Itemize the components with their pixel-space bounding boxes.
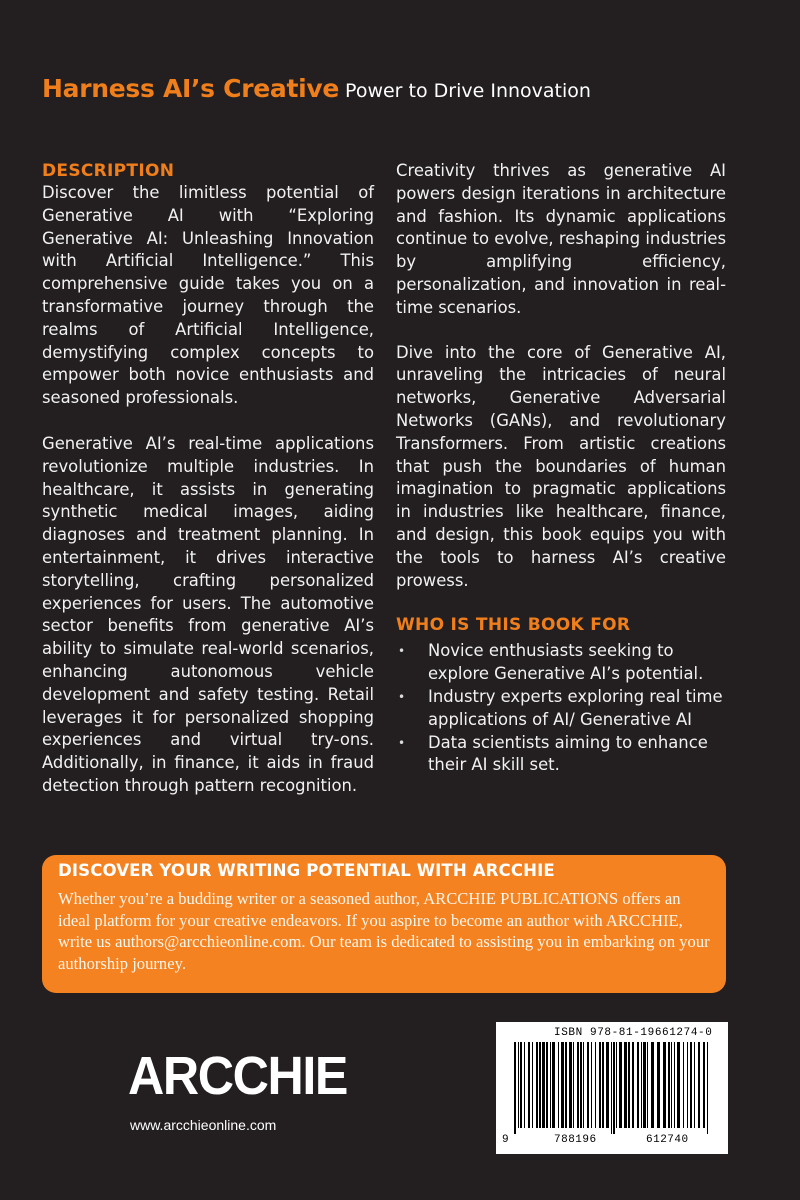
barcode-bar [514,1042,516,1134]
barcode-bar [532,1042,533,1128]
barcode-digits-left: 788196 [554,1134,597,1146]
barcode-bar [518,1042,519,1128]
audience-item-text: Data scientists aiming to enhance their AI skill set. [428,732,708,775]
barcode-bar [561,1042,564,1128]
promo-title: DISCOVER YOUR WRITING POTENTIAL WITH ARCCHIE [58,861,555,880]
barcode-bar [687,1042,688,1128]
audience-item-text: Industry experts exploring real time applications of AI/ Generative AI [428,686,723,729]
audience-heading: WHO IS THIS BOOK FOR [396,615,631,636]
promo-banner [42,855,726,993]
barcode-bar [619,1042,622,1128]
barcode-bar [624,1042,627,1128]
barcode-bar [591,1042,592,1128]
publisher-logo: ARCCHIE [128,1046,348,1106]
barcode-digit-first: 9 [502,1134,510,1146]
barcode-bar [542,1042,545,1128]
bullet-icon: • [398,644,406,659]
barcode-bar [613,1042,615,1134]
barcode-bar [599,1042,601,1128]
list-item [396,686,726,732]
description-heading: DESCRIPTION [42,161,175,181]
barcode-bar [611,1042,612,1134]
barcode-bar [528,1042,530,1128]
barcode-bar [628,1042,630,1128]
barcode-bar [536,1042,538,1128]
barcode-bar [663,1042,666,1128]
barcode-bar [580,1042,582,1128]
barcode-bar [577,1042,579,1128]
barcode-bar [602,1042,604,1128]
description-paragraph-4: Dive into the core of Generative AI, unraveling the intricacies of neural networks, Generative Adversarial Networks (GANs), and revolutionary Transformers. From artistic creations that push the boundaries of human imagination to pragmatic applications in industries like healthcare, finance, and design, this book equips you with the tools to harness AI’s creative prowess. [396,342,726,590]
audience-list [396,640,726,777]
description-paragraph-2: Generative AI’s real-time applications revolutionize multiple industries. In healthcare, it assists in generating synthetic medical images, aiding diagnoses and treatment planning. In entertainment, it drives interactive storytelling, crafting personalized experiences for users. The automotive sector benefits from generative AI’s ability to simulate real-world scenarios, enhancing autonomous vehicle development and safety testing. Retail leverages it for personalized shopping experiences and virtual try-ons. Additionally, in finance, it aids in fraud detection through pattern recognition. [42,433,374,795]
description-column-left [42,160,374,821]
publisher-website: www.arcchieonline.com [130,1117,277,1133]
barcode-bar [558,1042,559,1128]
barcode-bar [595,1042,596,1128]
list-item [396,732,726,778]
isbn-label: ISBN 978-81-19661274-0 [554,1027,713,1039]
barcode-bar [698,1042,700,1128]
barcode-bar [550,1042,551,1128]
barcode-bar [616,1042,617,1128]
barcode-bars-icon [496,1022,728,1154]
list-item [396,640,726,686]
barcode-bar [694,1042,695,1128]
barcode-bar [641,1042,642,1128]
barcode-bar [546,1042,548,1128]
barcode-bar [674,1042,675,1128]
barcode-bar [657,1042,660,1128]
description-paragraph-1: Discover the limitless potential of Generative AI with “Exploring Generative AI: Unleashing Innovation with Artificial Intelligence.” This comprehensive guide takes you on a transformative journey through the realms of Artificial Intelligence, demystifying complex concepts to empower both novice enthusiasts and seasoned professionals. [42,183,374,408]
audience-item-text: Novice enthusiasts seeking to explore Generative AI’s potential. [428,641,704,684]
barcode-bar [677,1042,680,1128]
barcode-bar [552,1042,555,1128]
barcode-digits-right: 612740 [646,1134,689,1146]
barcode-bar [569,1042,572,1128]
barcode-bar [539,1042,541,1128]
promo-body: Whether you’re a budding writer or a seasoned author, ARCCHIE PUBLICATIONS offers an ideal platform for your creative endeavors. If you aspire to become an author with ARCCHIE, write us authors@arcchieonline.com. Our team is dedicated to assisting you in embarking on your authorship journey. [58,889,710,973]
description-paragraph-3: Creativity thrives as generative AI powers design iterations in architecture and fashion. Its dynamic applications continue to evolve, reshaping industries by amplifying efficiency, personalization, and innovation in real-time scenarios. [396,161,726,317]
bullet-icon: • [398,689,406,704]
barcode-bar [671,1042,672,1128]
barcode-bar [707,1042,708,1134]
bullet-icon: • [398,735,406,750]
barcode-bar [668,1042,670,1128]
barcode-bar [651,1042,654,1128]
barcode-bar [643,1042,646,1128]
barcode-bar [632,1042,634,1128]
barcode-bar [520,1042,522,1128]
isbn-barcode [496,1022,728,1154]
barcode-bar [647,1042,648,1128]
barcode-bar [683,1042,684,1128]
barcode-bar [565,1042,567,1128]
barcode-bar [703,1042,705,1128]
barcode-bar [583,1042,584,1128]
cover-headline [42,74,591,103]
barcode-bar [587,1042,589,1128]
barcode-bar [690,1042,692,1128]
barcode-bar [637,1042,639,1128]
barcode-bar [606,1042,609,1128]
barcode-bar [524,1042,525,1128]
headline-highlight: Harness AI’s Creative [42,74,340,103]
description-column-right [396,160,726,777]
barcode-bar [573,1042,574,1128]
headline-rest: Power to Drive Innovation [345,80,591,102]
